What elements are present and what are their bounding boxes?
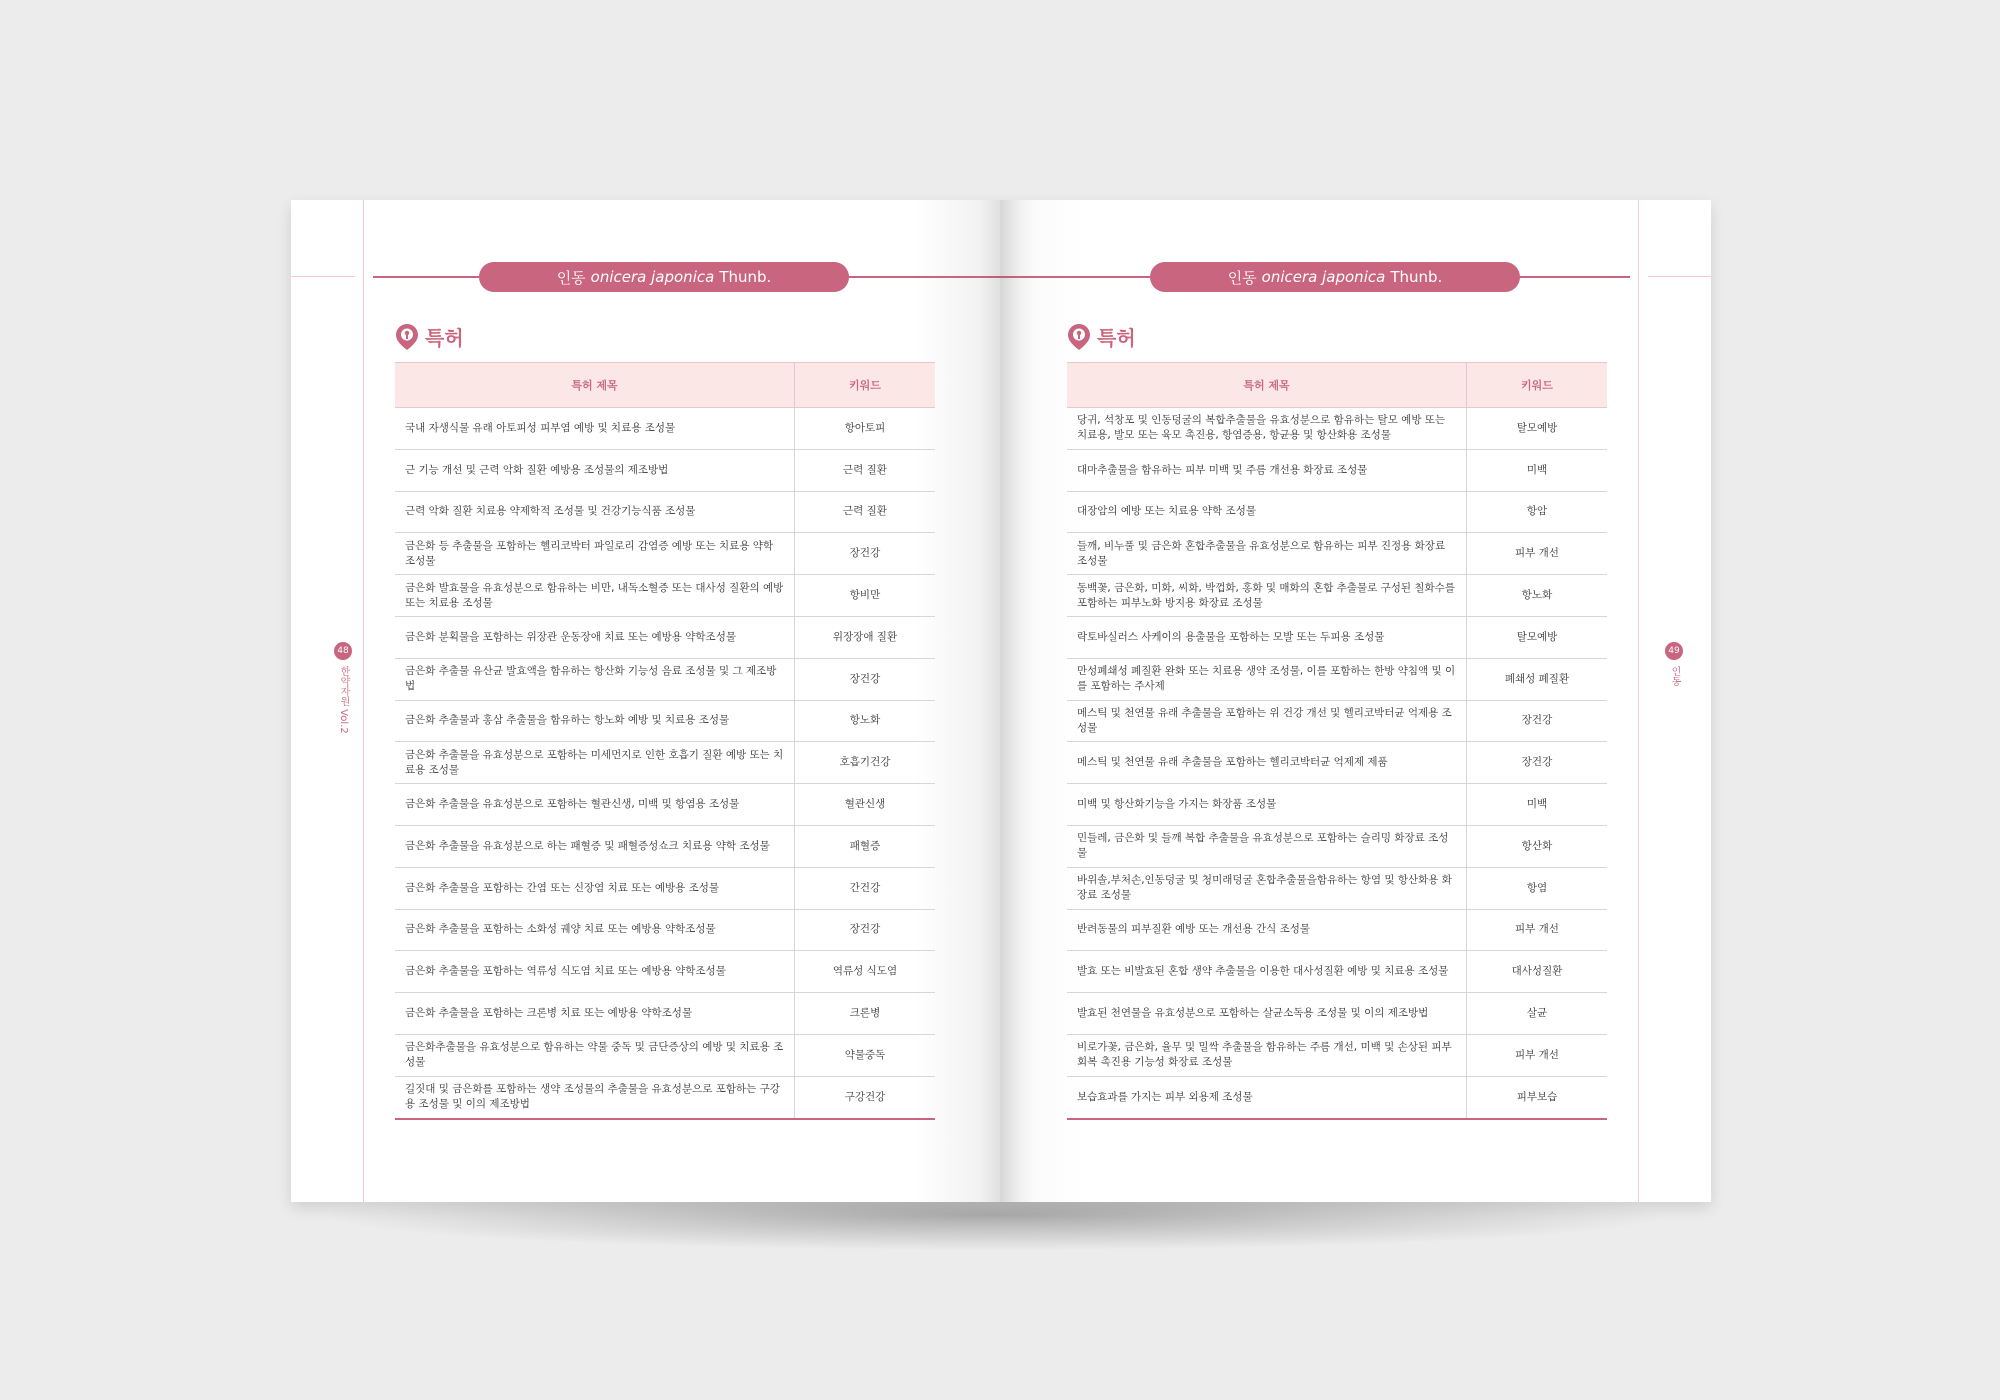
table-row bbox=[1067, 1034, 1607, 1076]
patent-title-cell: 금은화 추출물을 포함하는 역류성 식도염 치료 또는 예방용 약학조성물 bbox=[395, 951, 795, 993]
running-header bbox=[1150, 262, 1520, 292]
header-title-latin: onicera japonica bbox=[590, 268, 715, 286]
patent-title-cell: 보습효과를 가지는 피부 외용제 조성물 bbox=[1067, 1076, 1467, 1118]
patent-keyword-cell: 혈관신생 bbox=[795, 784, 936, 826]
table-row bbox=[395, 533, 935, 575]
section-title-text: 특허 bbox=[1097, 326, 1136, 350]
patent-title-cell: 금은화추출물을 유효성분으로 함유하는 약물 중독 및 금단증상의 예방 및 치료용 조성물 bbox=[395, 1034, 795, 1076]
table-row bbox=[1067, 408, 1607, 450]
table-row bbox=[395, 658, 935, 700]
column-header-keyword: 키워드 bbox=[1467, 363, 1608, 408]
header-title-latin: onicera japonica bbox=[1261, 268, 1386, 286]
left-margin-line bbox=[363, 200, 364, 1202]
table-row bbox=[1067, 449, 1607, 491]
section-title bbox=[395, 322, 464, 351]
table-row bbox=[1067, 1076, 1607, 1118]
table-row bbox=[1067, 491, 1607, 533]
patent-title-cell: 미백 및 항산화기능을 가지는 화장품 조성물 bbox=[1067, 784, 1467, 826]
patent-title-cell: 금은화 추출물을 포함하는 소화성 궤양 치료 또는 예방용 약학조성물 bbox=[395, 909, 795, 951]
patent-title-cell: 들깨, 비누풀 및 금은화 혼합추출물을 유효성분으로 함유하는 피부 진정용 화장료 조성물 bbox=[1067, 533, 1467, 575]
left-page bbox=[291, 200, 1000, 1202]
map-pin-icon bbox=[395, 323, 419, 351]
patent-title-cell: 금은화 추출물을 유효성분으로 포함하는 혈관신생, 미백 및 항염용 조성물 bbox=[395, 784, 795, 826]
table-row bbox=[395, 742, 935, 784]
patent-keyword-cell: 폐쇄성 폐질환 bbox=[1467, 658, 1608, 700]
patent-title-cell: 발효된 천연물을 유효성분으로 포함하는 살균소독용 조성물 및 이의 제조방법 bbox=[1067, 993, 1467, 1035]
patent-keyword-cell: 피부보습 bbox=[1467, 1076, 1608, 1118]
patent-keyword-cell: 대사성질환 bbox=[1467, 951, 1608, 993]
patent-keyword-cell: 장건강 bbox=[795, 533, 936, 575]
left-edge-rule bbox=[291, 276, 355, 277]
patent-keyword-cell: 약물중독 bbox=[795, 1034, 936, 1076]
patent-title-cell: 대장암의 예방 또는 치료용 약학 조성물 bbox=[1067, 491, 1467, 533]
patent-title-cell: 금은화 추출물과 홍삼 추출물을 함유하는 항노화 예방 및 치료용 조성물 bbox=[395, 700, 795, 742]
patent-keyword-cell: 항암 bbox=[1467, 491, 1608, 533]
patent-title-cell: 반려동물의 피부질환 예방 또는 개선용 간식 조성물 bbox=[1067, 909, 1467, 951]
table-row bbox=[395, 491, 935, 533]
section-title bbox=[1067, 322, 1136, 351]
patent-keyword-cell: 항아토피 bbox=[795, 408, 936, 450]
table-header-row bbox=[395, 363, 935, 408]
table-row bbox=[1067, 867, 1607, 909]
table-row bbox=[395, 449, 935, 491]
column-header-keyword: 키워드 bbox=[795, 363, 936, 408]
table-row bbox=[395, 951, 935, 993]
patent-title-cell: 금은화 추출물을 유효성분으로 포함하는 미세먼지로 인한 호흡기 질환 예방 또는 치료용 조성물 bbox=[395, 742, 795, 784]
patent-keyword-cell: 피부 개선 bbox=[1467, 909, 1608, 951]
table-row bbox=[395, 700, 935, 742]
patent-keyword-cell: 장건강 bbox=[795, 658, 936, 700]
table-row bbox=[395, 575, 935, 617]
patent-title-cell: 발효 또는 비발효된 혼합 생약 추출물을 이용한 대사성질환 예방 및 치료용 조성물 bbox=[1067, 951, 1467, 993]
right-page bbox=[1000, 200, 1711, 1202]
patent-keyword-cell: 항염 bbox=[1467, 867, 1608, 909]
patent-title-cell: 국내 자생식물 유래 아토피성 피부염 예방 및 치료용 조성물 bbox=[395, 408, 795, 450]
page-number-badge: 48 bbox=[334, 642, 352, 660]
table-row bbox=[1067, 700, 1607, 742]
column-header-title: 특허 제목 bbox=[395, 363, 795, 408]
table-row bbox=[1067, 658, 1607, 700]
patent-title-cell: 대마추출물을 함유하는 피부 미백 및 주름 개선용 화장료 조성물 bbox=[1067, 449, 1467, 491]
table-row bbox=[1067, 993, 1607, 1035]
table-row bbox=[395, 616, 935, 658]
patent-keyword-cell: 장건강 bbox=[1467, 700, 1608, 742]
patent-title-cell: 민들레, 금은화 및 들깨 복합 추출물을 유효성분으로 포함하는 슬리밍 화장료 조성물 bbox=[1067, 825, 1467, 867]
header-title-ko: 인동 bbox=[556, 268, 586, 287]
table-row bbox=[395, 1076, 935, 1118]
patent-title-cell: 메스틱 및 천연물 유래 추출물을 포함하는 위 건강 개선 및 헬리코박터균 억제용 조성물 bbox=[1067, 700, 1467, 742]
patent-title-cell: 금은화 분획물을 포함하는 위장관 운동장애 치료 또는 예방용 약학조성물 bbox=[395, 616, 795, 658]
table-row bbox=[1067, 575, 1607, 617]
patent-keyword-cell: 근력 질환 bbox=[795, 491, 936, 533]
patent-title-cell: 근력 악화 질환 치료용 약제학적 조성물 및 건강기능식품 조성물 bbox=[395, 491, 795, 533]
patent-title-cell: 락토바실러스 사케이의 용출물을 포함하는 모발 또는 두피용 조성물 bbox=[1067, 616, 1467, 658]
patent-keyword-cell: 항노화 bbox=[795, 700, 936, 742]
patent-title-cell: 금은화 추출물을 포함하는 간염 또는 신장염 치료 또는 예방용 조성물 bbox=[395, 867, 795, 909]
table-row bbox=[1067, 825, 1607, 867]
header-title-ko: 인동 bbox=[1227, 268, 1257, 287]
patent-title-cell: 길짓대 및 금은화를 포함하는 생약 조성물의 추출물을 유효성분으로 포함하는 구강용 조성물 및 이의 제조방법 bbox=[395, 1076, 795, 1118]
right-edge-rule bbox=[1648, 276, 1711, 277]
header-title-author: Thunb. bbox=[719, 268, 772, 286]
map-pin-icon bbox=[1067, 323, 1091, 351]
patent-keyword-cell: 항비만 bbox=[795, 575, 936, 617]
table-row bbox=[395, 909, 935, 951]
patent-keyword-cell: 피부 개선 bbox=[1467, 1034, 1608, 1076]
book-spread bbox=[291, 200, 1711, 1202]
patent-keyword-cell: 패혈증 bbox=[795, 825, 936, 867]
patent-keyword-cell: 미백 bbox=[1467, 449, 1608, 491]
table-row bbox=[395, 1034, 935, 1076]
table-row bbox=[1067, 616, 1607, 658]
patent-keyword-cell: 항산화 bbox=[1467, 825, 1608, 867]
table-row bbox=[1067, 533, 1607, 575]
table-row bbox=[395, 784, 935, 826]
patent-keyword-cell: 살균 bbox=[1467, 993, 1608, 1035]
patent-title-cell: 동백꽃, 금은화, 미화, 씨화, 박껍화, 홍화 및 매화의 혼합 추출물로 구성된 칠화수를 포함하는 피부노화 방지용 화장료 조성물 bbox=[1067, 575, 1467, 617]
patent-title-cell: 근 기능 개선 및 근력 악화 질환 예방용 조성물의 제조방법 bbox=[395, 449, 795, 491]
patent-title-cell: 당귀, 석창포 및 인동덩굴의 복합추출물을 유효성분으로 함유하는 탈모 예방 또는 치료용, 발모 또는 육모 촉진용, 항염증용, 항균용 및 항산화용 조성물 bbox=[1067, 408, 1467, 450]
patent-title-cell: 바위솔,부처손,인동덩굴 및 청미래덩굴 혼합추출물을함유하는 항염 및 항산화용 화장료 조성물 bbox=[1067, 867, 1467, 909]
side-label: 한약자원 Vol.2 bbox=[338, 666, 349, 734]
patent-keyword-cell: 장건강 bbox=[795, 909, 936, 951]
patent-title-cell: 금은화 등 추출물을 포함하는 헬리코박터 파일로리 감염증 예방 또는 치료용 약학 조성물 bbox=[395, 533, 795, 575]
patent-keyword-cell: 미백 bbox=[1467, 784, 1608, 826]
patent-title-cell: 비로가꽃, 금은화, 율무 및 밀싹 추출물을 함유하는 주름 개선, 미백 및 손상된 피부 회복 촉진용 기능성 화장료 조성물 bbox=[1067, 1034, 1467, 1076]
running-header bbox=[479, 262, 849, 292]
patent-keyword-cell: 위장장애 질환 bbox=[795, 616, 936, 658]
patent-keyword-cell: 탈모예방 bbox=[1467, 616, 1608, 658]
column-header-title: 특허 제목 bbox=[1067, 363, 1467, 408]
patent-keyword-cell: 피부 개선 bbox=[1467, 533, 1608, 575]
patent-table-left bbox=[395, 362, 935, 1120]
patent-keyword-cell: 역류성 식도염 bbox=[795, 951, 936, 993]
patent-title-cell: 금은화 추출물을 포함하는 크론병 치료 또는 예방용 약학조성물 bbox=[395, 993, 795, 1035]
patent-keyword-cell: 탈모예방 bbox=[1467, 408, 1608, 450]
table-row bbox=[1067, 784, 1607, 826]
table-row bbox=[1067, 909, 1607, 951]
patent-keyword-cell: 간건강 bbox=[795, 867, 936, 909]
page-number-badge: 49 bbox=[1665, 642, 1683, 660]
patent-keyword-cell: 크론병 bbox=[795, 993, 936, 1035]
patent-title-cell: 금은화 추출물을 유효성분으로 하는 패혈증 및 패혈증성쇼크 치료용 약학 조성물 bbox=[395, 825, 795, 867]
patent-keyword-cell: 호흡기건강 bbox=[795, 742, 936, 784]
table-row bbox=[395, 993, 935, 1035]
patent-table-right bbox=[1067, 362, 1607, 1120]
table-row bbox=[1067, 742, 1607, 784]
patent-title-cell: 금은화 발효물을 유효성분으로 함유하는 비만, 내독소혈증 또는 대사성 질환의 예방 또는 치료용 조성물 bbox=[395, 575, 795, 617]
table-row bbox=[395, 408, 935, 450]
table-row bbox=[395, 867, 935, 909]
table-row bbox=[395, 825, 935, 867]
patent-keyword-cell: 근력 질환 bbox=[795, 449, 936, 491]
patent-title-cell: 금은화 추출물 유산균 발효액을 함유하는 항산화 기능성 음료 조성물 및 그 제조방법 bbox=[395, 658, 795, 700]
patent-keyword-cell: 구강건강 bbox=[795, 1076, 936, 1118]
patent-keyword-cell: 항노화 bbox=[1467, 575, 1608, 617]
header-title-author: Thunb. bbox=[1390, 268, 1443, 286]
section-title-text: 특허 bbox=[425, 326, 464, 350]
table-header-row bbox=[1067, 363, 1607, 408]
side-label: 인동 bbox=[1669, 666, 1680, 686]
patent-title-cell: 메스틱 및 천연물 유래 추출물을 포함하는 헬리코박터균 억제제 제품 bbox=[1067, 742, 1467, 784]
table-row bbox=[1067, 951, 1607, 993]
patent-keyword-cell: 장건강 bbox=[1467, 742, 1608, 784]
patent-title-cell: 만성폐쇄성 폐질환 완화 또는 치료용 생약 조성물, 이를 포함하는 한방 약침액 및 이를 포함하는 주사제 bbox=[1067, 658, 1467, 700]
right-margin-line bbox=[1638, 200, 1639, 1202]
